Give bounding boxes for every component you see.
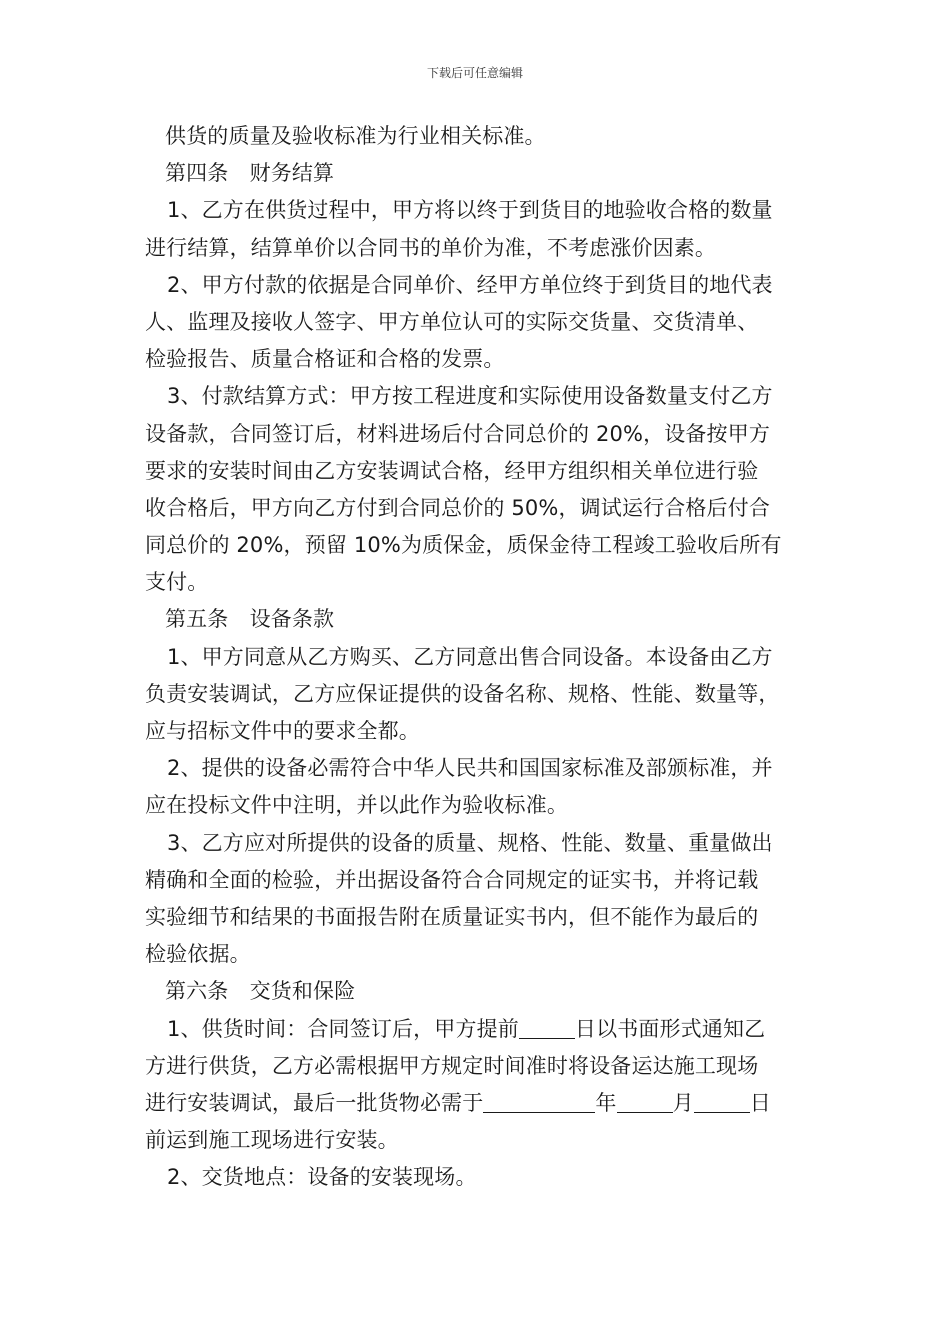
text-line: 应与招标文件中的要求全都。 — [145, 719, 420, 743]
blank-field — [483, 1092, 595, 1113]
text-segment: 日 — [749, 1090, 771, 1115]
text-line: 同总价的 20%，预留 10%为质保金，质保金待工程竣工验收后所有 — [145, 533, 782, 558]
text-line: 实验细节和结果的书面报告附在质量证实书内，但不能作为最后的 — [145, 904, 759, 929]
text-line: 要求的安装时间由乙方安装调试合格，经甲方组织相关单位进行验 — [145, 458, 759, 483]
text-line: 检验依据。 — [145, 942, 251, 967]
text-line: 2、交货地点：设备的安装现场。 — [167, 1165, 477, 1190]
text-line: 收合格后，甲方向乙方付到合同总价的 50%，调试运行合格后付合 — [145, 495, 770, 520]
text-line: 方进行供货，乙方必需根据甲方规定时间准时将设备运达施工现场 — [145, 1053, 759, 1078]
text-line — [145, 1011, 815, 1048]
text-line: 负责安装调试，乙方应保证提供的设备名称、规格、性能、数量等， — [145, 681, 780, 706]
text-segment: 日以书面形式通知乙 — [574, 1016, 766, 1041]
text-line — [145, 1085, 815, 1122]
text-segment: 1、供货时间：合同签订后，甲方提前 — [167, 1016, 519, 1041]
text-segment: 年 — [595, 1090, 617, 1115]
text-line: 2、提供的设备必需符合中华人民共和国国家标准及部颁标准，并 — [167, 756, 773, 781]
text-line: 供货的质量及验收标准为行业相关标准。 — [165, 124, 546, 148]
blank-field — [694, 1092, 750, 1113]
text-line: 应在投标文件中注明，并以此作为验收标准。 — [145, 793, 568, 818]
text-line: 人、监理及接收人签字、甲方单位认可的实际交货量、交货清单、 — [145, 309, 759, 334]
text-line: 1、乙方在供货过程中，甲方将以终于到货目的地验收合格的数量 — [167, 198, 773, 223]
text-line: 1、甲方同意从乙方购买、乙方同意出售合同设备。本设备由乙方 — [167, 644, 773, 669]
text-line: 进行结算，结算单价以合同书的单价为准，不考虑涨价因素。 — [145, 235, 717, 260]
text-line: 支付。 — [145, 570, 209, 595]
text-segment: 进行安装调试，最后一批货物必需于 — [145, 1090, 484, 1115]
text-line: 设备款，合同签订后，材料进场后付合同总价的 20%，设备按甲方 — [145, 421, 770, 446]
text-line: 2、甲方付款的依据是合同单价、经甲方单位终于到货目的地代表 — [167, 272, 773, 297]
blank-field — [519, 1018, 575, 1039]
article-4-heading: 第四条 财务结算 — [165, 161, 335, 186]
text-line: 3、乙方应对所提供的设备的质量、规格、性能、数量、重量做出 — [167, 830, 773, 855]
contract-body — [145, 118, 815, 1196]
download-note: 下载后可任意编辑 — [426, 66, 523, 80]
article-6-heading: 第六条 交货和保险 — [165, 979, 356, 1004]
text-line: 检验报告、质量合格证和合格的发票。 — [145, 347, 505, 372]
article-5-heading: 第五条 设备条款 — [165, 607, 335, 632]
text-segment: 月 — [672, 1090, 694, 1115]
text-line: 前运到施工现场进行安装。 — [145, 1128, 399, 1153]
text-line: 精确和全面的检验，并出据设备符合合同规定的证实书，并将记载 — [145, 867, 759, 892]
text-line: 3、付款结算方式：甲方按工程进度和实际使用设备数量支付乙方 — [167, 384, 773, 409]
blank-field — [617, 1092, 673, 1113]
